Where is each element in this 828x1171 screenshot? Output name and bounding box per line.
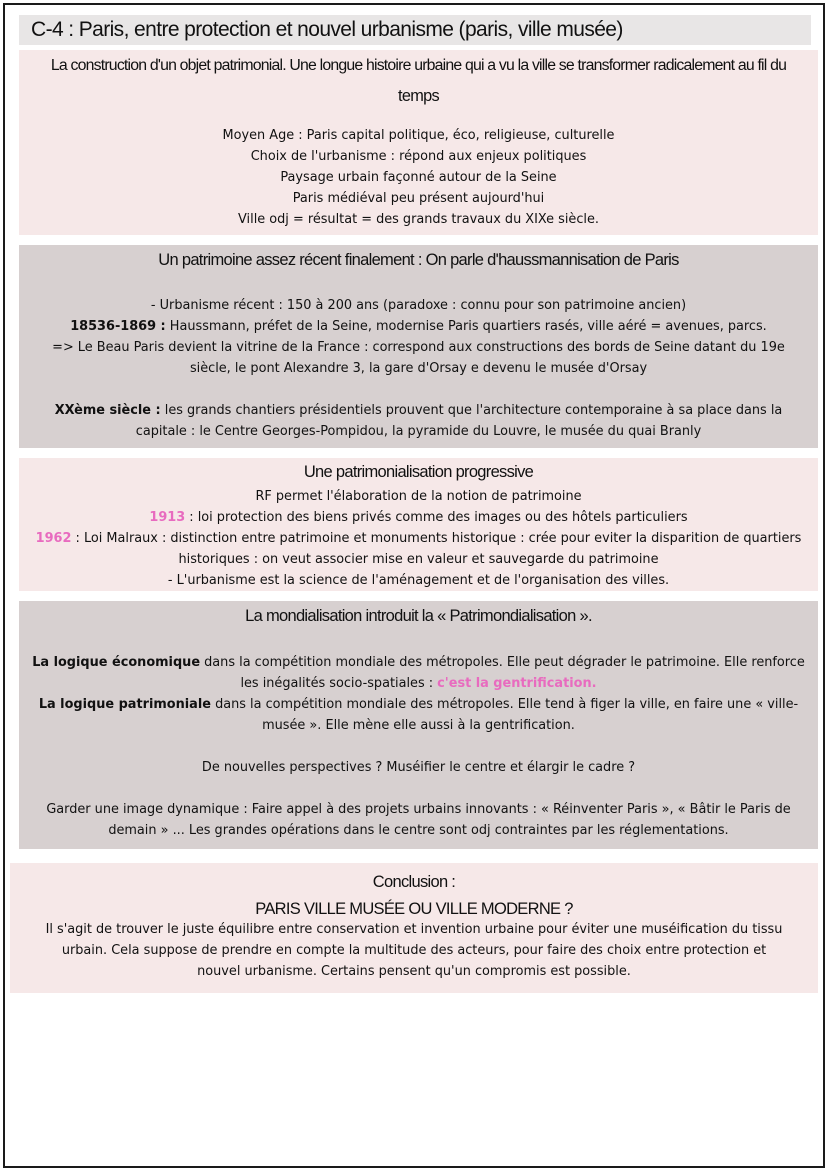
text-line: Paris médiéval peu présent aujourd'hui <box>292 191 545 206</box>
text-span: les inégalités socio-spatiales : <box>240 676 438 691</box>
heading-line: La construction d'un objet patrimonial. Une longue histoire urbaine qui a vu la ville se transformer radicalement au fil du <box>50 57 787 74</box>
text-line: urbain. Cela suppose de prendre en compte la multitude des acteurs, pour faire des choix entre protection et <box>61 943 767 958</box>
section-body <box>19 652 818 841</box>
text-span: dans la compétition mondiale des métropoles. Elle tend à figer la ville, en faire une « ville- <box>210 697 799 712</box>
text-line: siècle, le pont Alexandre 3, la gare d'Orsay e devenu le musée d'Orsay <box>189 361 648 376</box>
spacer <box>19 379 818 400</box>
section-haussmannisation <box>19 245 818 448</box>
year-label: 1913 <box>149 510 186 525</box>
text-line <box>19 400 818 421</box>
text-span: : loi protection des biens privés comme des images ou des hôtels particuliers <box>185 510 688 525</box>
conclusion-subheading: PARIS VILLE MUSÉE OU VILLE MODERNE ? <box>255 900 573 918</box>
text-line: - Urbanisme récent : 150 à 200 ans (paradoxe : connu pour son patrimoine ancien) <box>150 298 687 313</box>
text-line <box>19 507 818 528</box>
text-line: Paysage urbain façonné autour de la Seine <box>280 170 557 185</box>
text-line <box>19 673 818 694</box>
text-line <box>19 316 818 337</box>
text-span: : Loi Malraux : distinction entre patrimoine et monuments historique : crée pour eviter la disparition de quartiers <box>71 531 802 546</box>
text-line: Moyen Age : Paris capital politique, éco, religieuse, culturelle <box>222 128 615 143</box>
century-label: XXème siècle : <box>54 403 161 418</box>
heading-line: temps <box>398 87 439 105</box>
date-label: 18536-1869 : <box>70 319 166 334</box>
text-line: Ville odj = résultat = des grands travaux du XIXe siècle. <box>238 212 599 227</box>
spacer <box>19 736 818 757</box>
text-line: historiques : on veut associer mise en valeur et sauvegarde du patrimoine <box>178 552 659 567</box>
text-span: les grands chantiers présidentiels prouvent que l'architecture contemporaine à sa place dans la <box>160 403 783 418</box>
page-title: C-4 : Paris, entre protection et nouvel urbanisme (paris, ville musée) <box>19 15 811 45</box>
page <box>3 3 825 1168</box>
text-line: nouvel urbanisme. Certains pensent qu'un compromis est possible. <box>197 964 631 979</box>
section-patrimonialisation <box>19 458 818 591</box>
text-line: De nouvelles perspectives ? Muséifier le centre et élargir le cadre ? <box>201 760 636 775</box>
text-line <box>19 528 818 549</box>
text-line: Choix de l'urbanisme : répond aux enjeux politiques <box>250 149 587 164</box>
section-conclusion <box>10 863 818 993</box>
section-mondialisation <box>19 601 818 849</box>
text-line: Garder une image dynamique : Faire appel à des projets urbains innovants : « Réinventer Paris », « Bâtir le Paris de <box>46 802 791 817</box>
text-span: Haussmann, préfet de la Seine, modernise Paris quartiers rasés, ville aéré = avenues, parcs. <box>165 319 767 334</box>
section-body <box>19 295 818 442</box>
logic-label: La logique patrimoniale <box>38 697 211 712</box>
text-line <box>19 694 818 715</box>
gentrification-highlight: c'est la gentrification. <box>437 676 597 691</box>
spacer <box>19 778 818 799</box>
section-heading: Une patrimonialisation progressive <box>303 463 534 481</box>
text-line: capitale : le Centre Georges-Pompidou, la pyramide du Louvre, le musée du quai Branly <box>135 424 702 439</box>
text-line: - L'urbanisme est la science de l'aménagement et de l'organisation des villes. <box>167 573 670 588</box>
section-body <box>19 486 818 591</box>
text-line: Il s'agit de trouver le juste équilibre entre conservation et invention urbaine pour éviter une muséification du tissu <box>45 922 783 937</box>
section-heading: Un patrimoine assez récent finalement : On parle d'haussmannisation de Paris <box>158 251 679 269</box>
section-heading <box>19 50 818 111</box>
year-label: 1962 <box>35 531 72 546</box>
text-line: demain » ... Les grandes opérations dans le centre sont odj contraintes par les réglementations. <box>108 823 729 838</box>
text-line: => Le Beau Paris devient la vitrine de la France : correspond aux constructions des bords de Seine datant du 19e <box>52 340 785 355</box>
logic-label: La logique économique <box>32 655 201 670</box>
section-body <box>10 919 818 982</box>
section-historical-construction <box>19 50 818 235</box>
section-heading: La mondialisation introduit la « Patrimondialisation ». <box>245 607 592 625</box>
text-span: dans la compétition mondiale des métropoles. Elle peut dégrader le patrimoine. Elle renforce <box>200 655 805 670</box>
conclusion-heading: Conclusion : <box>372 873 456 891</box>
text-line: musée ». Elle mène elle aussi à la gentrification. <box>262 718 575 733</box>
section-body <box>19 125 818 230</box>
text-line <box>19 652 818 673</box>
text-line: RF permet l'élaboration de la notion de patrimoine <box>255 489 582 504</box>
